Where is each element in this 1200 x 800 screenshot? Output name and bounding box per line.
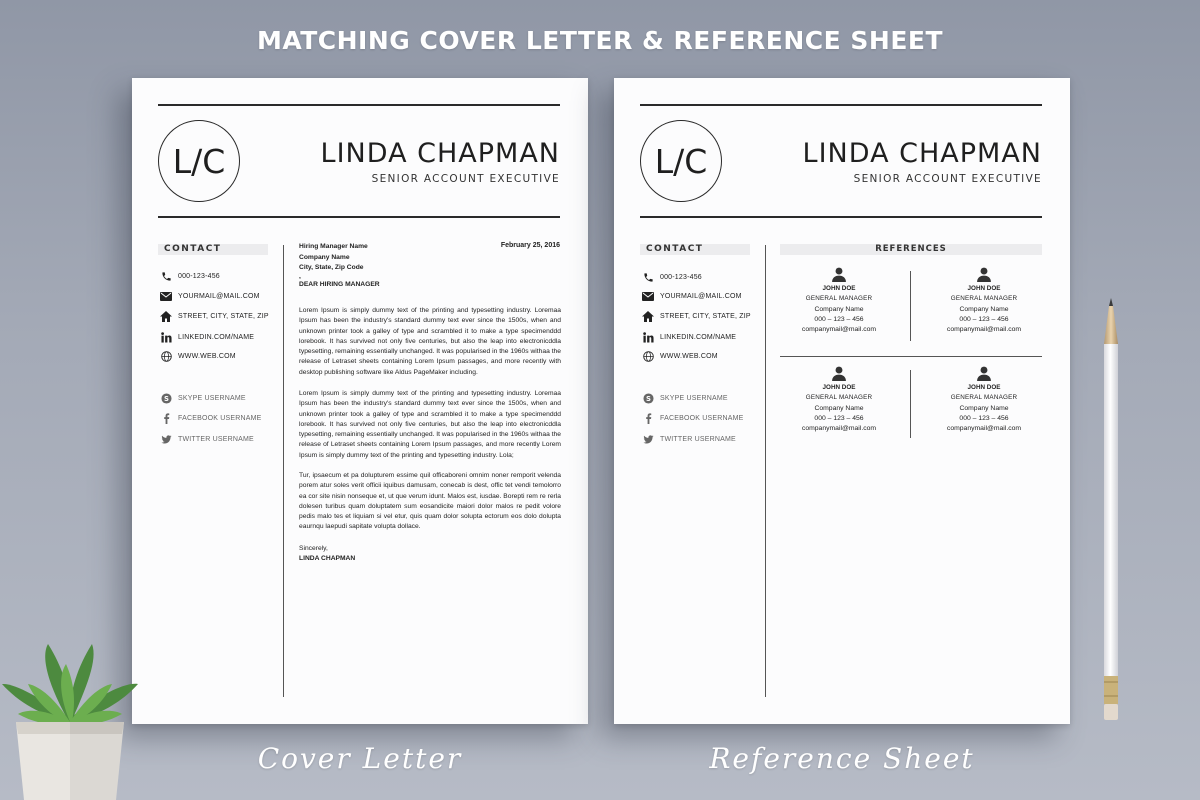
applicant-title: SENIOR ACCOUNT EXECUTIVE (853, 173, 1042, 185)
contact-phone (641, 270, 702, 284)
letter-signature: LINDA CHAPMAN (299, 555, 356, 562)
header-top-rule (158, 104, 560, 106)
recipient-comma: , (299, 272, 301, 280)
contact-linkedin-text: LINKEDIN.COM/NAME (178, 333, 255, 341)
cover-letter-sheet (132, 78, 588, 724)
reference-name: JOHN DOE (822, 384, 856, 391)
globe-icon (159, 349, 173, 363)
contact-phone-text: 000-123-456 (178, 272, 220, 280)
contact-address (641, 309, 751, 323)
recipient-company: Company Name (299, 253, 350, 261)
header-bottom-rule (158, 216, 560, 218)
pencil-decoration (1100, 298, 1122, 723)
column-divider (283, 245, 284, 697)
reference-card (919, 366, 1049, 434)
email-icon (159, 289, 173, 303)
contact-website-text: WWW.WEB.COM (660, 352, 718, 360)
contact-email (641, 289, 742, 303)
contact-heading: CONTACT (158, 244, 268, 255)
contact-heading: CONTACT (640, 244, 750, 255)
reference-phone: 000 – 123 – 456 (814, 315, 864, 323)
contact-address-text: STREET, CITY, STATE, ZIP (660, 312, 751, 320)
applicant-name: LINDA CHAPMAN (802, 138, 1042, 169)
reference-name: JOHN DOE (967, 285, 1001, 292)
contact-linkedin-text: LINKEDIN.COM/NAME (660, 333, 737, 341)
letter-closing: Sincerely, (299, 545, 328, 552)
linkedin-icon (641, 330, 655, 344)
reference-divider (910, 370, 911, 438)
contact-linkedin (159, 330, 254, 344)
reference-card (774, 267, 904, 335)
social-twitter-text: TWITTER USERNAME (660, 435, 736, 443)
letter-paragraph: Lorem Ipsum is simply dummy text of the printing and typesetting industry. Loremaa Ipsum has been the industry's standard dummy text ever since the 1500s, when and unknown printer took a galley of type and scrambled it to make a type specimenddd lorebook. It has survived not only five centuries, but also the leap into electronicddla typesetting, remaining essentially unchanged. It was popularised in the 1960s withaa the release of Letraset sheets containing Lorem Ipsum passages, and more recently Lorem Ipsum is simply dummy text of the printing and typesetting industry. Lola; (299, 390, 561, 459)
recipient-name: Hiring Manager Name (299, 243, 368, 250)
references-heading: REFERENCES (780, 244, 1042, 255)
reference-company: Company Name (814, 305, 864, 313)
reference-phone: 000 – 123 – 456 (814, 414, 864, 422)
reference-email: companymail@mail.com (801, 425, 877, 433)
reference-sheet (614, 78, 1070, 724)
header-bottom-rule (640, 216, 1042, 218)
reference-sheet-caption: Reference Sheet (709, 742, 975, 775)
svg-text:S: S (163, 394, 169, 403)
reference-row-divider (780, 356, 1042, 357)
globe-icon (641, 349, 655, 363)
social-skype-text: SKYPE USERNAME (660, 394, 728, 402)
reference-email: companymail@mail.com (801, 326, 877, 334)
letter-paragraph: Lorem Ipsum is simply dummy text of the printing and typesetting industry. Loremaa Ipsum has been the industry's standard dummy text ever since the 1500s, when and unknown printer took a galley of type and scrambled it to make a type specimenddd lorebook. It has survived not only five centuries, but also the leap into electronicddla typesetting, remaining essentially unchanged. It was popularised in the 1960s withaa the release of Letraset sheets containing Lorem Ipsum passages, and more recently with desktop publishing software like Aldus PageMaker including. (299, 307, 561, 376)
reference-card (774, 366, 904, 434)
social-facebook (159, 411, 262, 425)
reference-title: GENERAL MANAGER (950, 295, 1018, 303)
email-icon (641, 289, 655, 303)
reference-title: GENERAL MANAGER (805, 295, 873, 303)
letter-paragraph: Tur, ipsaecum et pa dolupturem essime quil officaboreni omnim noner remporit velenda porem atur soles verit officii iquibus damusam, conecab is dest, offic tet vendi temolorro ea cor site nisin nonseque et, ut que verum idunt. Malos est, iusdae. Borepti rem re rerla dolesen turibus quam doluptatem sum eosandicite maiori dolor malos re pedit volore pedis malo tes et liquiam si vel etur, quis quam dolor solupta ectorum eos dolo dolupta eaurnqu laepudi sapitate volupta dollace. (299, 472, 561, 531)
applicant-title: SENIOR ACCOUNT EXECUTIVE (371, 173, 560, 185)
contact-email (159, 289, 260, 303)
person-icon (919, 366, 1049, 381)
recipient-block (299, 242, 561, 290)
header-top-rule (640, 104, 1042, 106)
reference-email: companymail@mail.com (946, 326, 1022, 334)
social-facebook-text: FACEBOOK USERNAME (178, 414, 262, 422)
reference-company: Company Name (959, 305, 1009, 313)
monogram: L/C (158, 120, 240, 202)
social-facebook-text: FACEBOOK USERNAME (660, 414, 744, 422)
social-twitter-text: TWITTER USERNAME (178, 435, 254, 443)
contact-website-text: WWW.WEB.COM (178, 352, 236, 360)
reference-company: Company Name (959, 404, 1009, 412)
skype-icon (641, 391, 655, 405)
contact-address-text: STREET, CITY, STATE, ZIP (178, 312, 269, 320)
phone-icon (641, 270, 655, 284)
person-icon (774, 267, 904, 282)
reference-company: Company Name (814, 404, 864, 412)
column-divider (765, 245, 766, 697)
contact-email-text: YOURMAIL@MAIL.COM (660, 292, 742, 300)
home-icon (641, 309, 655, 323)
social-twitter (159, 432, 254, 446)
social-skype (641, 391, 728, 405)
reference-title: GENERAL MANAGER (950, 394, 1018, 402)
facebook-icon (641, 411, 655, 425)
reference-name: JOHN DOE (822, 285, 856, 292)
recipient-city: City, State, Zip Code (299, 264, 364, 271)
reference-phone: 000 – 123 – 456 (959, 414, 1009, 422)
social-skype (159, 391, 246, 405)
contact-phone-text: 000-123-456 (660, 273, 702, 281)
reference-title: GENERAL MANAGER (805, 394, 873, 402)
reference-email: companymail@mail.com (946, 425, 1022, 433)
monogram: L/C (640, 120, 722, 202)
linkedin-icon (159, 330, 173, 344)
applicant-name: LINDA CHAPMAN (320, 138, 560, 169)
reference-phone: 000 – 123 – 456 (959, 315, 1009, 323)
letter-date: February 25, 2016 (500, 242, 560, 249)
contact-linkedin (641, 330, 736, 344)
reference-name: JOHN DOE (967, 384, 1001, 391)
person-icon (919, 267, 1049, 282)
social-skype-text: SKYPE USERNAME (178, 394, 246, 402)
home-icon (159, 309, 173, 323)
contact-phone (159, 269, 220, 283)
skype-icon (159, 391, 173, 405)
phone-icon (159, 269, 173, 283)
person-icon (774, 366, 904, 381)
social-twitter (641, 432, 736, 446)
twitter-icon (159, 432, 173, 446)
social-facebook (641, 411, 744, 425)
twitter-icon (641, 432, 655, 446)
reference-card (919, 267, 1049, 335)
contact-website (641, 349, 718, 363)
contact-website (159, 349, 236, 363)
salutation: DEAR HIRING MANAGER (299, 280, 380, 288)
banner-title: MATCHING COVER LETTER & REFERENCE SHEET (256, 26, 944, 55)
facebook-icon (159, 411, 173, 425)
cover-letter-caption: Cover Letter (257, 742, 463, 775)
reference-divider (910, 271, 911, 341)
contact-email-text: YOURMAIL@MAIL.COM (178, 292, 260, 300)
plant-decoration (0, 638, 140, 800)
svg-text:S: S (645, 394, 651, 403)
contact-address (159, 309, 269, 323)
